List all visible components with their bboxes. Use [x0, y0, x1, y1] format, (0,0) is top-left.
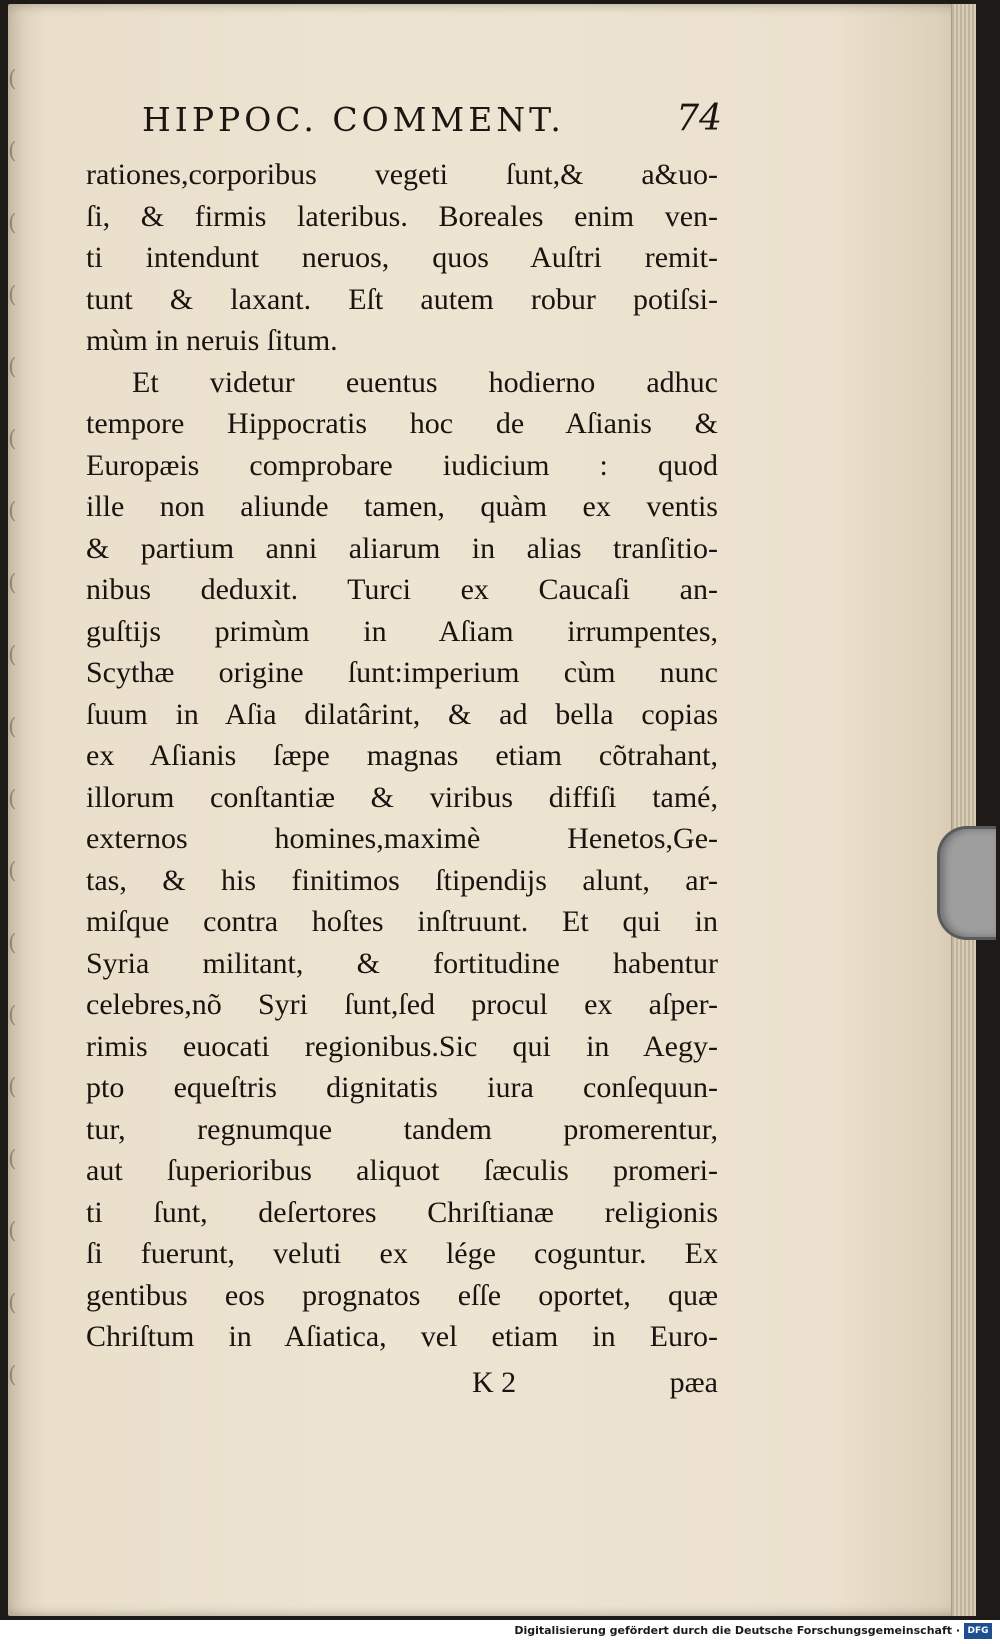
text-line: gentibus eos prognatos eſſe oportet, quæ	[86, 1278, 718, 1312]
text-line: aut ſuperioribus aliquot ſæculis promeri-	[86, 1154, 718, 1187]
running-head	[142, 100, 722, 148]
text-line: pto equeſtris dignitatis iura conſequun-	[86, 1071, 718, 1104]
dfg-logo[interactable]: DFG	[964, 1623, 992, 1639]
credit-text: Digitalisierung gefördert durch die Deutsche Forschungsgemeinschaft ·	[514, 1624, 960, 1637]
text-line: Et videtur euentus hodierno adhuc	[132, 365, 718, 399]
page-footer	[86, 1366, 718, 1410]
text-line: guſtijs primùm in Aſiam irrumpentes,	[86, 614, 718, 648]
text-line: nibus deduxit. Turci ex Caucaſi an-	[86, 573, 718, 606]
text-line: miſque contra hoſtes inſtruunt. Et qui in	[86, 905, 718, 938]
credit-bar	[0, 1620, 1000, 1644]
text-line: Scythæ origine ſunt:imperium cùm nunc	[86, 656, 718, 689]
running-title: HIPPOC. COMMENT.	[142, 100, 565, 139]
page-number: 74	[676, 98, 722, 139]
text-line: tas, & his finitimos ſtipendijs alunt, ar-	[86, 863, 718, 897]
catchword: pæa	[669, 1366, 718, 1399]
text-line: ti intendunt neruos, quos Auſtri remit-	[86, 241, 718, 274]
text-line: rationes,corporibus vegeti ſunt,& a&uo-	[86, 158, 718, 191]
text-line: Europæis comprobare iudicium : quod	[86, 448, 718, 482]
text-line: rimis euocati regionibus.Sic qui in Aegy-	[86, 1029, 718, 1063]
text-line: ex Aſianis ſæpe magnas etiam cõtrahant,	[86, 739, 718, 772]
book-page	[8, 4, 976, 1616]
text-line: ſi, & firmis lateribus. Boreales enim ven-	[86, 199, 718, 233]
text-line: Syria militant, & fortitudine habentur	[86, 946, 718, 980]
text-line: externos homines,maximè Henetos,Ge-	[86, 822, 718, 855]
text-line: Chriſtum in Aſiatica, vel etiam in Euro-	[86, 1320, 718, 1353]
text-line: ti ſunt, deſertores Chriſtianæ religionis	[86, 1195, 718, 1229]
text-line: tunt & laxant. Eſt autem robur potiſsi-	[86, 282, 718, 316]
page-edges	[951, 4, 976, 1616]
text-line: illorum conſtantiæ & viribus diffiſi tamé,	[86, 780, 718, 814]
body-text	[86, 154, 718, 1358]
text-line: & partium anni aliarum in alias tranſitio-	[86, 531, 718, 565]
text-line: mùm in neruis ſitum.	[86, 324, 338, 357]
text-line: tempore Hippocratis hoc de Aſianis &	[86, 407, 718, 440]
text-line: ſi fuerunt, veluti ex lége coguntur. Ex	[86, 1237, 718, 1270]
text-line: ille non aliunde tamen, quàm ex ventis	[86, 490, 718, 523]
page-tab-clip	[937, 826, 996, 940]
gutter-bleed-through: ( ( ( ( ( ( ( ( ( ( ( ( ( ( ( ( ( ( (	[8, 67, 17, 1388]
text-line: ſuum in Aſia dilatârint, & ad bella copias	[86, 697, 718, 731]
text-line: tur, regnumque tandem promerentur,	[86, 1112, 718, 1146]
signature-mark: K 2	[472, 1366, 517, 1399]
text-line: celebres,nõ Syri ſunt,ſed procul ex aſper-	[86, 988, 718, 1021]
